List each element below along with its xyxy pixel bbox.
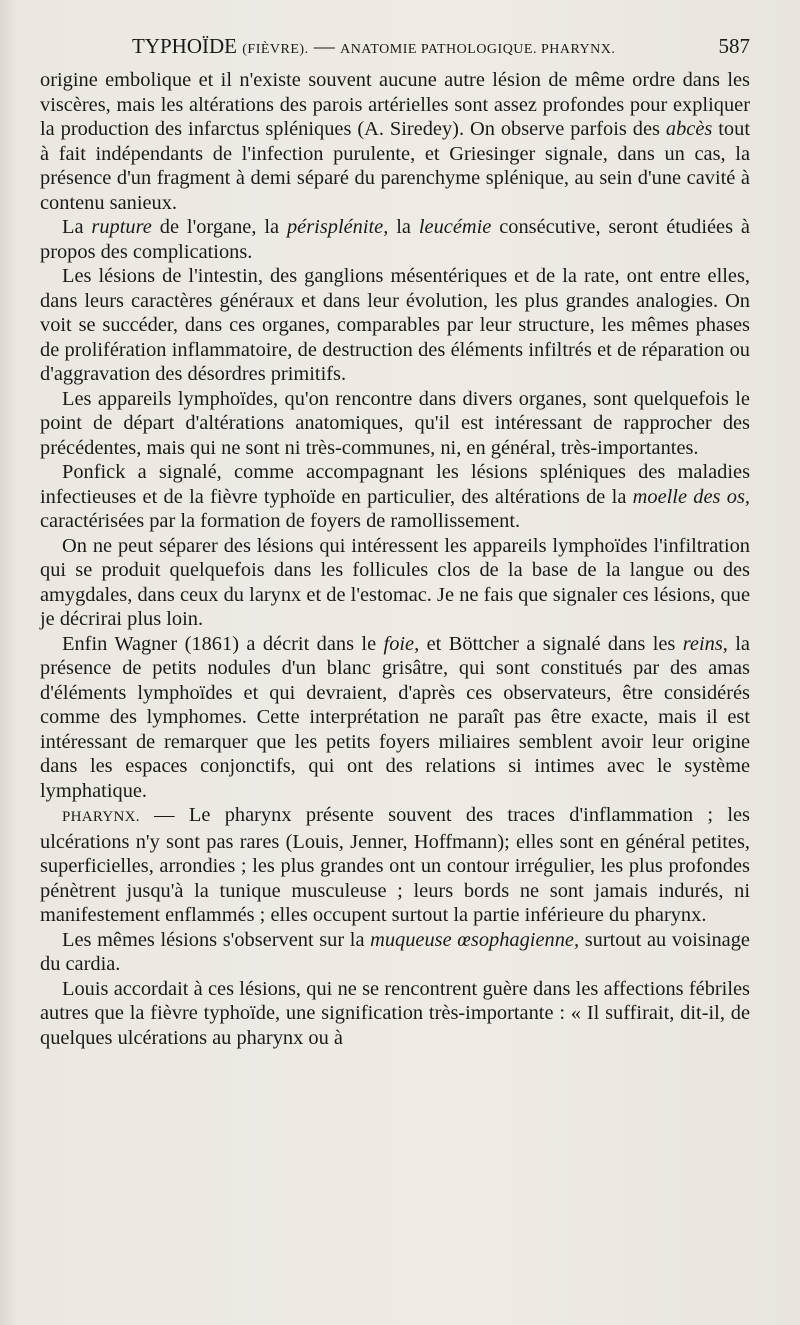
title-main: TYPHOÏDE (132, 34, 237, 58)
text-run: Louis accordait à ces lésions, qui ne se rencontrent guère dans les affections fébriles autres que la fièvre typhoïde, une signification très-importante : « Il suffirait, dit-il, de quelques ulcérations au pharynx ou à (40, 977, 750, 1049)
title-dash: — (313, 34, 335, 58)
text-run: Les lésions de l'intestin, des ganglions mésentériques et de la rate, ont entre elles, dans leurs caractères généraux et dans leur évolution, les plus grandes analogies. On voit se succéder, dans ces organes, comparables par leur structure, les mêmes phases de prolifération inflammatoire, de destruction des éléments infiltrés et de réparation ou d'aggravation des désordres primitifs. (40, 265, 750, 385)
italic-term: périsplénite, (286, 216, 389, 238)
italic-term: rupture (91, 216, 152, 238)
italic-term: foie, (383, 632, 420, 655)
text-run: et Böttcher a signalé dans les (419, 632, 683, 655)
paragraph (40, 460, 750, 534)
italic-term: moelle des os, (632, 485, 750, 508)
paragraph (40, 387, 750, 461)
text-run: tout à fait indépendants de l'infection purulente, et Griesinger signale, dans un cas, la présence d'un fragment à demi séparé du parenchyme splénique, au sein d'une cavité à contenu sanieux. (40, 118, 750, 214)
text-run: origine embolique et il n'existe souvent aucune autre lésion de même ordre dans les viscères, mais les altérations des parois artérielles sont assez profondes pour expliquer la production des infarctus spléniques (A. Siredey). On observe parfois des (40, 69, 750, 140)
section-heading: PHARYNX. (62, 809, 140, 825)
text-run: consécutive, seront étudiées à propos des complications. (40, 216, 750, 263)
italic-term: abcès (665, 118, 713, 140)
text-run: surtout au voisinage du cardia. (40, 928, 750, 975)
text-run: de l'organe, la (151, 216, 287, 238)
paragraph (40, 215, 750, 264)
paragraph (40, 68, 750, 215)
section-title: ANATOMIE PATHOLOGIQUE. PHARYNX. (340, 42, 616, 57)
italic-term: leucémie (418, 216, 492, 238)
italic-term: muqueuse œsophagienne, (370, 928, 580, 951)
text-run: On ne peut séparer des lésions qui intéressent les appareils lymphoïdes l'infiltration qui se produit quelquefois dans les follicules clos de la base de la langue ou des amygdales, dans ceux du larynx et de l'estomac. Je ne fais que signaler ces lésions, que je décrirai plus loin. (40, 534, 750, 630)
paragraph (40, 977, 750, 1051)
title-paren: (FIÈVRE). (242, 42, 309, 57)
body-text (40, 68, 750, 1050)
text-run: Enfin Wagner (1861) a décrit dans le (62, 632, 384, 655)
text-run: Les appareils lymphoïdes, qu'on rencontre dans divers organes, sont quelquefois le point de départ d'altérations anatomiques, qu'il est intéressant de rapprocher des précédentes, mais qui ne sont ni très-communes, ni, en général, très-importantes. (40, 387, 750, 459)
page-number: 587 (718, 34, 750, 58)
text-run: Ponfick a signalé, comme accompagnant les lésions spléniques des maladies infectieuses et de la fièvre typhoïde en particulier, des altérations de la (40, 461, 750, 508)
paragraph (40, 534, 750, 632)
paragraph (40, 632, 750, 804)
text-run: la (388, 216, 419, 238)
text-run: — Le pharynx présente souvent des traces d'inflammation ; les ulcérations n'y sont pas rares (Louis, Jenner, Hoffmann); elles sont en général petites, superficielles, arrondies ; les plus grandes ont un contour irrégulier, les plus profondes pénètrent jusqu'à la tunique musculeuse ; leurs bords ne sont jamais indurés, ni manifestement enflammés ; elles occupent surtout la partie inférieure du pharynx. (40, 804, 750, 926)
text-run: Les mêmes lésions s'observent sur la (62, 928, 371, 951)
paragraph (40, 928, 750, 977)
paragraph (40, 803, 750, 928)
italic-term: reins, (682, 632, 728, 655)
running-title (132, 34, 615, 59)
text-run: la présence de petits nodules d'un blanc grisâtre, qui sont constitués par des amas d'éléments lymphoïdes et qui devraient, d'après ces observateurs, être considérés comme des lymphomes. Cette interprétation ne paraît pas être exacte, mais il est intéressant de remarquer que les petits foyers miliaires semblent avoir leur origine dans les espaces conjonctifs, qui ont des relations si intimes avec le système lymphatique. (40, 632, 750, 802)
text-run: caractérisées par la formation de foyers de ramollissement. (40, 510, 521, 532)
text-run: La (62, 216, 92, 238)
paragraph (40, 264, 750, 387)
running-header (40, 34, 750, 64)
